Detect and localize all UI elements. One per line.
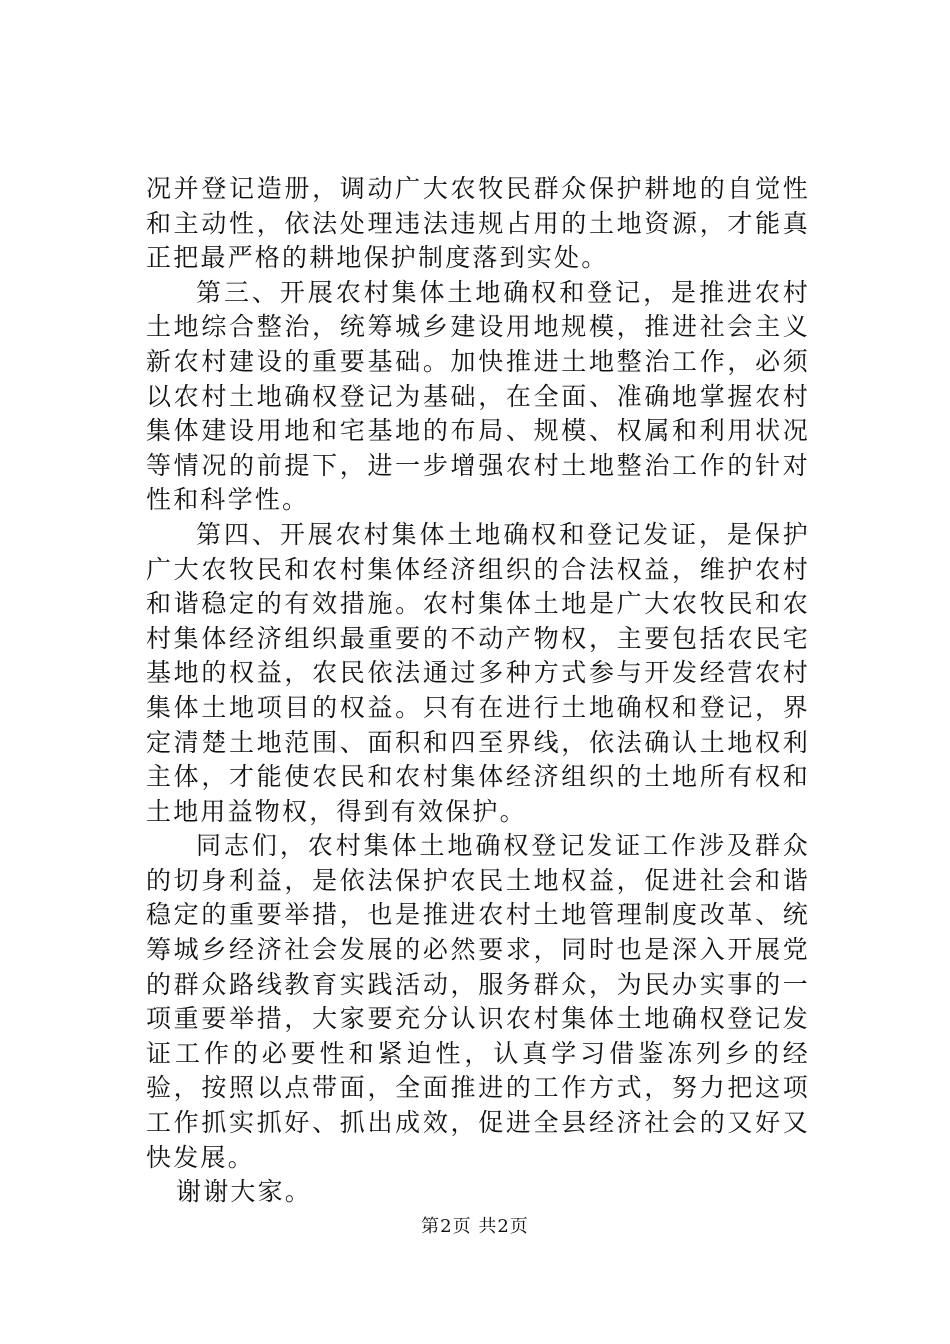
- page-number-footer: 第2页 共2页: [421, 1216, 529, 1237]
- paragraph-comrades: 同志们，农村集体土地确权登记发证工作涉及群众的切身利益，是依法保护农民土地权益，促进社会和谐稳定的重要举措，也是推进农村土地管理制度改革、统筹城乡经济社会发展的必然要求，同时也是深入开展党的群众路线教育实践活动，服务群众，为民办实事的一项重要举措，大家要充分认识农村集体土地确权登记发证工作的必要性和紧迫性，认真学习借鉴冻列乡的经验，按照以点带面，全面推进的工作方式，努力把这项工作抓实抓好、抓出成效，促进全县经济社会的又好又快发展。: [146, 831, 810, 1172]
- paragraph-thanks: 谢谢大家。: [176, 1177, 313, 1207]
- paragraph-fourth-point: 第四、开展农村集体土地确权和登记发证，是保护广大农牧民和农村集体经济组织的合法权益，维护农村和谐稳定的有效措施。农村集体土地是广大农牧民和农村集体经济组织最重要的不动产物权，主要包括农民宅基地的权益，农民依法通过多种方式参与开发经营农村集体土地项目的权益。只有在进行土地确权和登记，界定清楚土地范围、面积和四至界线，依法确认土地权利主体，才能使农民和农村集体经济组织的土地所有权和土地用益物权，得到有效保护。: [146, 519, 810, 826]
- document-body: [146, 172, 810, 1210]
- paragraph-continuation: 况并登记造册，调动广大农牧民群众保护耕地的自觉性和主动性，依法处理违法违规占用的土地资源，才能真正把最严格的耕地保护制度落到实处。: [146, 174, 810, 273]
- paragraph-third-point: 第三、开展农村集体土地确权和登记，是推进农村土地综合整治，统筹城乡建设用地规模，推进社会主义新农村建设的重要基础。加快推进土地整治工作，必须以农村土地确权登记为基础，在全面、准确地掌握农村集体建设用地和宅基地的布局、规模、权属和利用状况等情况的前提下，进一步增强农村土地整治工作的针对性和科学性。: [146, 277, 810, 515]
